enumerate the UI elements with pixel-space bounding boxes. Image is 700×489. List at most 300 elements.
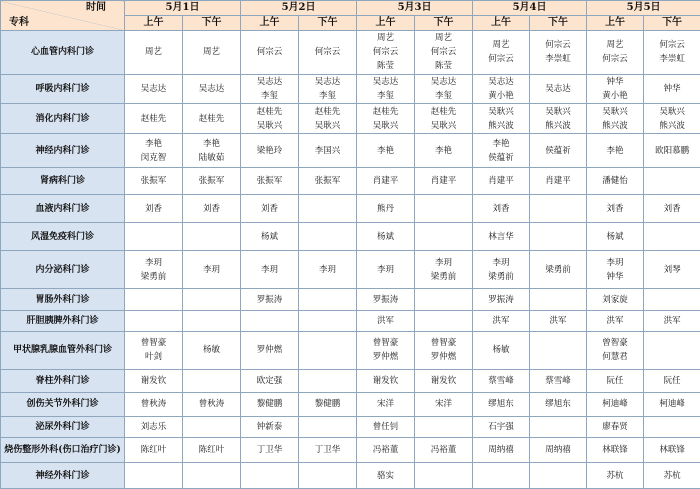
- doctor-name: 吴志达: [198, 84, 225, 94]
- doctor-cell: [183, 289, 241, 310]
- doctor-cell: [530, 104, 587, 134]
- doctor-name: 罗振涛: [488, 294, 514, 305]
- doctor-name: 吴耿兴: [256, 120, 283, 131]
- table-row: [1, 310, 700, 331]
- doctor-cell: [415, 416, 473, 437]
- am-header: 上午: [473, 16, 530, 31]
- doctor-cell: [125, 133, 183, 168]
- doctor-cell: [473, 289, 530, 310]
- doctor-cell: [357, 133, 415, 168]
- doctor-cell: [241, 223, 299, 250]
- doctor-name: 吴志达: [488, 77, 514, 87]
- doctor-cell: [473, 250, 530, 289]
- department-name: [1, 104, 125, 134]
- doctor-cell: [473, 369, 530, 392]
- department-name-line: 脊柱外科门诊: [35, 376, 90, 386]
- doctor-name: 罗仲燃: [430, 352, 457, 363]
- doctor-cell: [183, 332, 241, 370]
- department-name: [1, 289, 125, 310]
- doctor-name: 欧定强: [256, 376, 283, 386]
- doctor-cell: [357, 310, 415, 331]
- pm-header: 下午: [299, 16, 357, 31]
- doctor-name: 周艺: [606, 40, 624, 51]
- doctor-cell: [530, 133, 587, 168]
- doctor-name: 李玥: [203, 264, 221, 275]
- doctor-name: 曾智豪: [140, 338, 167, 349]
- doctor-name: 何宗云: [430, 47, 457, 58]
- doctor-cell: [241, 416, 299, 437]
- doctor-cell: [357, 289, 415, 310]
- doctor-cell: [357, 437, 415, 462]
- doctor-cell: [415, 194, 473, 222]
- doctor-name: 苏杭: [663, 470, 681, 481]
- date-header: 5月1日: [125, 1, 241, 16]
- doctor-name: 李崇虹: [659, 54, 685, 65]
- doctor-name: 何宗云: [372, 47, 399, 58]
- pm-header: 下午: [415, 16, 473, 31]
- doctor-cell: [241, 194, 299, 222]
- department-name-line: 肝胆胰脾外科门诊: [26, 315, 99, 326]
- department-name: [1, 416, 125, 437]
- doctor-name: 冯裕董: [372, 445, 399, 456]
- doctor-cell: [530, 369, 587, 392]
- doctor-cell: [357, 416, 415, 437]
- doctor-cell: [241, 168, 299, 194]
- doctor-cell: [473, 133, 530, 168]
- doctor-name: 刘家旋: [602, 294, 628, 305]
- doctor-name: 曾秋涛: [198, 399, 225, 410]
- corner-header: [1, 1, 125, 31]
- doctor-name: 洪军: [377, 315, 395, 326]
- department-name: [1, 31, 125, 75]
- doctor-name: 李玺: [261, 91, 279, 101]
- department-name: [1, 168, 125, 194]
- doctor-cell: [644, 104, 700, 134]
- doctor-cell: [299, 194, 357, 222]
- department-name-line: 神经外科门诊: [35, 470, 90, 481]
- doctor-name: 吴志达: [140, 84, 167, 94]
- doctor-cell: [587, 194, 644, 222]
- doctor-name: 张振军: [314, 176, 341, 187]
- doctor-cell: [644, 74, 700, 104]
- doctor-name: 梁勇前: [140, 271, 167, 282]
- doctor-name: 钟华: [606, 271, 624, 282]
- doctor-cell: [644, 393, 700, 416]
- doctor-name: 陈莹: [377, 61, 395, 72]
- doctor-cell: [587, 310, 644, 331]
- doctor-name: 黄小艳: [602, 91, 628, 101]
- doctor-cell: [644, 133, 700, 168]
- doctor-cell: [125, 289, 183, 310]
- doctor-name: 李艳: [606, 145, 624, 156]
- doctor-name: 何慧君: [602, 352, 628, 363]
- department-name: [1, 74, 125, 104]
- doctor-name: 叶剑: [144, 352, 162, 363]
- am-header: 上午: [241, 16, 299, 31]
- doctor-name: 何宗云: [314, 47, 341, 58]
- doctor-cell: [241, 250, 299, 289]
- department-name-line: 胃肠外科门诊: [35, 294, 90, 305]
- doctor-name: 缪旭东: [488, 399, 514, 410]
- doctor-cell: [299, 416, 357, 437]
- doctor-cell: [415, 310, 473, 331]
- doctor-name: 林言华: [488, 231, 514, 242]
- doctor-cell: [587, 223, 644, 250]
- doctor-name: 梁勇前: [430, 271, 457, 282]
- doctor-name: 梁勇前: [545, 264, 571, 275]
- doctor-name: 吴耿兴: [314, 120, 341, 131]
- am-header: 上午: [587, 16, 644, 31]
- doctor-cell: [183, 250, 241, 289]
- doctor-cell: [530, 310, 587, 331]
- doctor-cell: [125, 104, 183, 134]
- department-name-line: 肾病科门诊: [39, 176, 85, 187]
- doctor-name: 吴耿兴: [602, 106, 628, 117]
- table-row: [1, 289, 700, 310]
- doctor-cell: [415, 332, 473, 370]
- doctor-cell: [644, 194, 700, 222]
- doctor-name: 何宗云: [659, 40, 685, 51]
- department-name-line: 甲状腺乳腺血管外科门诊: [12, 345, 112, 356]
- doctor-cell: [299, 133, 357, 168]
- table-row: [1, 369, 700, 392]
- department-name-line: 内分泌科门诊: [35, 264, 90, 275]
- doctor-name: 杨敏: [203, 345, 221, 356]
- doctor-name: 曾任钊: [372, 421, 399, 432]
- doctor-cell: [473, 393, 530, 416]
- doctor-cell: [125, 194, 183, 222]
- doctor-name: 吴耿兴: [372, 120, 399, 131]
- doctor-name: 谢发钦: [372, 376, 399, 386]
- doctor-name: 洪军: [606, 315, 624, 326]
- doctor-name: 吴耿兴: [488, 106, 514, 117]
- doctor-cell: [530, 463, 587, 489]
- doctor-name: 吴志达: [430, 77, 457, 87]
- table-row: [1, 104, 700, 134]
- doctor-cell: [241, 74, 299, 104]
- doctor-cell: [357, 74, 415, 104]
- doctor-name: 阮任: [606, 376, 624, 386]
- doctor-name: 洪军: [549, 315, 567, 326]
- doctor-name: 梁勇前: [488, 271, 514, 282]
- doctor-cell: [644, 250, 700, 289]
- department-name-line: 心血管内科门诊: [30, 47, 94, 58]
- doctor-cell: [299, 104, 357, 134]
- doctor-name: 赵桂先: [372, 106, 399, 117]
- doctor-name: 李艳: [203, 138, 221, 149]
- doctor-cell: [299, 223, 357, 250]
- doctor-cell: [299, 31, 357, 75]
- doctor-cell: [415, 133, 473, 168]
- doctor-name: 曾智豪: [372, 338, 399, 349]
- doctor-cell: [530, 74, 587, 104]
- doctor-name: 林联锋: [602, 445, 628, 456]
- doctor-name: 骆实: [377, 470, 395, 481]
- doctor-name: 洪军: [663, 315, 681, 326]
- department-name: [1, 133, 125, 168]
- doctor-name: 杨敏: [492, 345, 510, 356]
- table-row: [1, 194, 700, 222]
- department-name: [1, 250, 125, 289]
- doctor-cell: [125, 369, 183, 392]
- table-row: [1, 133, 700, 168]
- doctor-name: 罗振涛: [256, 294, 283, 305]
- doctor-cell: [357, 463, 415, 489]
- date-header: 5月4日: [473, 1, 587, 16]
- doctor-name: 欧阳慕鹏: [655, 145, 690, 156]
- doctor-cell: [183, 416, 241, 437]
- doctor-cell: [299, 74, 357, 104]
- doctor-name: 何宗云: [545, 40, 571, 51]
- doctor-cell: [530, 393, 587, 416]
- doctor-cell: [183, 393, 241, 416]
- department-name-line: 血液内科门诊: [35, 203, 90, 214]
- doctor-cell: [473, 104, 530, 134]
- department-name: [1, 369, 125, 392]
- doctor-cell: [357, 168, 415, 194]
- doctor-cell: [357, 104, 415, 134]
- doctor-cell: [473, 310, 530, 331]
- doctor-name: 罗振涛: [372, 294, 399, 305]
- doctor-name: 熊丹: [377, 203, 395, 214]
- doctor-name: 杨斌: [261, 231, 279, 242]
- doctor-name: 谢发钦: [140, 376, 167, 386]
- doctor-cell: [415, 393, 473, 416]
- doctor-cell: [530, 168, 587, 194]
- doctor-cell: [357, 223, 415, 250]
- pm-header: 下午: [183, 16, 241, 31]
- doctor-cell: [530, 437, 587, 462]
- doctor-cell: [415, 31, 473, 75]
- doctor-name: 李艳: [435, 145, 453, 156]
- department-name-line: 风湿免疫科门诊: [30, 231, 94, 242]
- department-name-line: 烧伤整形外科: [4, 445, 59, 456]
- doctor-cell: [241, 310, 299, 331]
- doctor-name: 丁卫华: [256, 445, 283, 456]
- doctor-name: 李玥: [144, 257, 162, 268]
- doctor-cell: [644, 332, 700, 370]
- doctor-cell: [183, 223, 241, 250]
- department-name: [1, 437, 125, 462]
- doctor-cell: [473, 74, 530, 104]
- doctor-cell: [241, 463, 299, 489]
- doctor-cell: [299, 437, 357, 462]
- doctor-cell: [473, 416, 530, 437]
- doctor-cell: [125, 168, 183, 194]
- date-header-row: [1, 1, 700, 16]
- doctor-cell: [644, 223, 700, 250]
- doctor-name: 罗仲燃: [256, 345, 283, 356]
- department-name-line: (伤口治疗门诊): [58, 445, 121, 456]
- doctor-name: 李玥: [435, 257, 453, 268]
- doctor-cell: [587, 463, 644, 489]
- doctor-name: 吴志达: [314, 77, 341, 87]
- doctor-cell: [473, 194, 530, 222]
- doctor-cell: [183, 437, 241, 462]
- department-name: [1, 223, 125, 250]
- doctor-name: 何宗云: [602, 54, 628, 65]
- doctor-cell: [530, 332, 587, 370]
- doctor-cell: [357, 332, 415, 370]
- doctor-cell: [587, 133, 644, 168]
- doctor-cell: [415, 437, 473, 462]
- doctor-name: 何宗云: [488, 54, 514, 65]
- doctor-name: 杨斌: [606, 231, 624, 242]
- doctor-name: 黄小艳: [488, 91, 514, 101]
- doctor-name: 李玥: [492, 257, 510, 268]
- table-row: [1, 223, 700, 250]
- doctor-cell: [241, 332, 299, 370]
- doctor-cell: [125, 250, 183, 289]
- doctor-name: 赵桂先: [430, 106, 457, 117]
- doctor-cell: [241, 289, 299, 310]
- doctor-cell: [644, 437, 700, 462]
- doctor-name: 熊兴波: [488, 120, 514, 131]
- doctor-name: 黎健鹏: [256, 399, 283, 410]
- doctor-name: 赵桂先: [140, 113, 167, 124]
- doctor-name: 张振军: [256, 176, 283, 187]
- doctor-cell: [644, 416, 700, 437]
- doctor-name: 蔡雪峰: [545, 376, 571, 386]
- doctor-name: 李玥: [319, 264, 337, 275]
- doctor-name: 阮任: [663, 376, 681, 386]
- doctor-cell: [125, 74, 183, 104]
- doctor-name: 冯裕董: [430, 445, 457, 456]
- doctor-cell: [587, 74, 644, 104]
- doctor-name: 周艺: [203, 47, 221, 58]
- doctor-name: 李崇虹: [545, 54, 571, 65]
- doctor-cell: [415, 250, 473, 289]
- doctor-name: 李艳: [144, 138, 162, 149]
- doctor-cell: [299, 393, 357, 416]
- department-name-line: 创伤关节外科门诊: [26, 399, 99, 410]
- doctor-cell: [299, 332, 357, 370]
- doctor-name: 罗仲燃: [372, 352, 399, 363]
- doctor-name: 曾秋涛: [140, 399, 167, 410]
- doctor-name: 赵桂先: [198, 113, 225, 124]
- doctor-name: 梁艳玲: [256, 145, 283, 156]
- doctor-cell: [125, 463, 183, 489]
- doctor-name: 李玺: [319, 91, 337, 101]
- doctor-cell: [473, 463, 530, 489]
- doctor-name: 钟华: [663, 84, 681, 94]
- doctor-name: 黎健鹏: [314, 399, 341, 410]
- doctor-name: 周纳禧: [488, 445, 514, 456]
- pm-header: 下午: [530, 16, 587, 31]
- table-row: [1, 31, 700, 75]
- doctor-name: 林联锋: [659, 445, 685, 456]
- doctor-name: 何宗云: [256, 47, 283, 58]
- doctor-cell: [241, 104, 299, 134]
- doctor-name: 吴志达: [545, 84, 571, 94]
- doctor-cell: [125, 223, 183, 250]
- doctor-name: 李国兴: [314, 145, 341, 156]
- doctor-name: 刘香: [606, 203, 624, 214]
- doctor-cell: [644, 369, 700, 392]
- doctor-name: 刘香: [261, 203, 279, 214]
- doctor-cell: [125, 310, 183, 331]
- table-row: [1, 168, 700, 194]
- doctor-name: 谢发钦: [430, 376, 457, 386]
- doctor-name: 吴志达: [256, 77, 283, 87]
- doctor-name: 潘健怡: [602, 176, 628, 187]
- doctor-cell: [587, 104, 644, 134]
- doctor-cell: [587, 437, 644, 462]
- doctor-name: 李玺: [435, 91, 453, 101]
- doctor-cell: [241, 369, 299, 392]
- doctor-cell: [357, 31, 415, 75]
- doctor-cell: [415, 104, 473, 134]
- doctor-name: 石宇强: [488, 421, 514, 432]
- department-name: [1, 310, 125, 331]
- doctor-name: 曾智豪: [430, 338, 457, 349]
- department-name: [1, 393, 125, 416]
- doctor-cell: [587, 289, 644, 310]
- department-name-line: 消化内科门诊: [35, 113, 90, 124]
- doctor-cell: [183, 133, 241, 168]
- doctor-cell: [644, 310, 700, 331]
- doctor-cell: [415, 223, 473, 250]
- doctor-name: 周艺: [144, 47, 162, 58]
- doctor-name: 周艺: [492, 40, 510, 51]
- doctor-cell: [183, 310, 241, 331]
- doctor-cell: [357, 194, 415, 222]
- doctor-name: 吴耿兴: [430, 120, 457, 131]
- doctor-cell: [587, 416, 644, 437]
- doctor-name: 吴耿兴: [545, 106, 571, 117]
- doctor-name: 刘香: [203, 203, 221, 214]
- doctor-cell: [183, 74, 241, 104]
- doctor-cell: [587, 31, 644, 75]
- doctor-name: 钟华: [606, 77, 624, 87]
- doctor-name: 宋洋: [377, 399, 395, 410]
- doctor-name: 缪旭东: [545, 399, 571, 410]
- table-row: [1, 437, 700, 462]
- doctor-cell: [644, 168, 700, 194]
- doctor-name: 周艺: [435, 33, 453, 44]
- doctor-cell: [357, 369, 415, 392]
- department-name-line: 呼吸内科门诊: [35, 84, 90, 94]
- department-name-line: 泌尿外科门诊: [35, 421, 90, 432]
- doctor-name: 曾智豪: [602, 338, 628, 349]
- doctor-cell: [241, 133, 299, 168]
- doctor-name: 陈红叶: [198, 445, 225, 456]
- doctor-name: 肖建平: [488, 176, 514, 187]
- department-name: [1, 463, 125, 489]
- doctor-cell: [299, 369, 357, 392]
- doctor-name: 蔡雪峰: [488, 376, 514, 386]
- doctor-cell: [530, 289, 587, 310]
- doctor-cell: [299, 289, 357, 310]
- doctor-name: 周纳禧: [545, 445, 571, 456]
- doctor-name: 李玥: [261, 264, 279, 275]
- doctor-name: 刘志乐: [140, 421, 167, 432]
- doctor-name: 熊兴波: [659, 120, 685, 131]
- doctor-cell: [530, 194, 587, 222]
- doctor-name: 刘香: [663, 203, 681, 214]
- doctor-name: 肖建平: [545, 176, 571, 187]
- doctor-name: 熊兴波: [545, 120, 571, 131]
- doctor-cell: [125, 393, 183, 416]
- doctor-name: 吴志达: [372, 77, 399, 87]
- doctor-name: 苏杭: [606, 470, 624, 481]
- doctor-cell: [125, 416, 183, 437]
- doctor-cell: [125, 437, 183, 462]
- doctor-cell: [530, 31, 587, 75]
- doctor-name: 张振军: [198, 176, 225, 187]
- doctor-cell: [644, 289, 700, 310]
- doctor-name: 侯蕴祈: [545, 145, 571, 156]
